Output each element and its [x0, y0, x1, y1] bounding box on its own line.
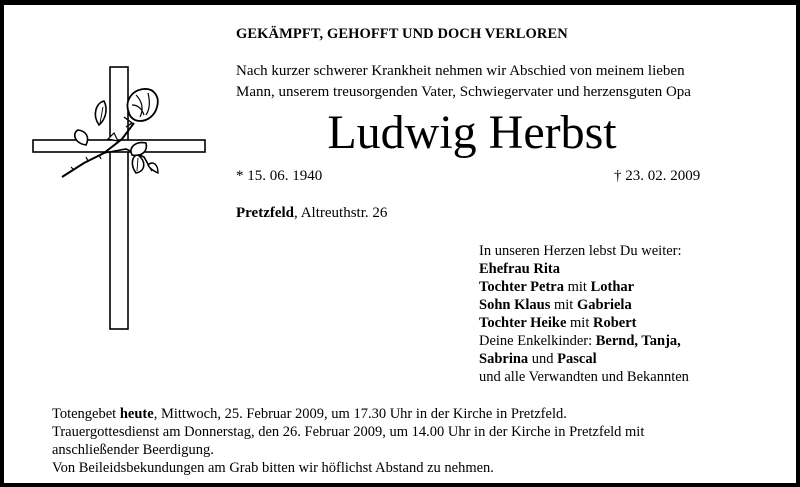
grandchildren-line — [479, 332, 689, 350]
address-street: , Altreuthstr. 26 — [294, 205, 388, 221]
emphasis: heute — [119, 406, 154, 422]
mourner-line — [479, 314, 689, 332]
birth-date: * 15. 06. 1940 — [236, 168, 323, 184]
connector: mit — [563, 279, 591, 295]
service-line: Von Beileidsbekundungen am Grab bitten wir höflichst Abstand zu nehmen. — [52, 460, 494, 476]
grandchild-name: Sabrina — [479, 351, 529, 367]
service-line: Trauergottesdienst am Donnerstag, den 26. Februar 2009, um 14.00 Uhr in der Kirche in Pretzfeld mit — [52, 424, 645, 440]
intro-line: Nach kurzer schwerer Krankheit nehmen wir Abschied von meinem lieben — [236, 63, 685, 79]
address — [236, 205, 387, 222]
grandchildren-names: Bernd, Tanja, — [595, 333, 681, 349]
intro-text — [236, 61, 691, 103]
grandchild-name: Pascal — [557, 351, 597, 367]
death-date: † 23. 02. 2009 — [614, 168, 701, 184]
deceased-name-container — [4, 105, 800, 161]
mourners-closing: und alle Verwandten und Bekannten — [479, 369, 689, 385]
mourner-name: Tochter Heike — [479, 315, 567, 331]
text: Totengebet — [52, 406, 120, 422]
service-info — [52, 405, 644, 477]
grandchildren-line — [479, 350, 689, 368]
mourner-line — [479, 296, 689, 314]
text: , Mittwoch, 25. Februar 2009, um 17.30 Uhr in der Kirche in Pretzfeld. — [153, 406, 567, 422]
connector: mit — [550, 297, 577, 313]
connector: und — [528, 351, 558, 367]
mourner-name: Lothar — [590, 279, 635, 295]
mourner-name: Gabriela — [576, 297, 632, 313]
address-town: Pretzfeld — [236, 205, 295, 221]
mourner-name: Tochter Petra — [479, 279, 564, 295]
deceased-name: Ludwig Herbst — [327, 106, 617, 159]
mourners-list — [479, 242, 689, 386]
connector: mit — [566, 315, 593, 331]
mourner-name: Sohn Klaus — [479, 297, 551, 313]
mourner-wife: Ehefrau Rita — [479, 261, 560, 277]
mourner-name: Robert — [593, 315, 637, 331]
grandchildren-label: Deine Enkelkinder: — [479, 333, 596, 349]
mourners-intro: In unseren Herzen lebst Du weiter: — [479, 243, 682, 259]
service-line: anschließender Beerdigung. — [52, 442, 214, 458]
intro-line: Mann, unserem treusorgenden Vater, Schwiegervater und herzensguten Opa — [236, 84, 691, 100]
mourner-line — [479, 278, 689, 296]
service-line — [52, 405, 644, 423]
cross-with-rose-icon — [4, 5, 244, 345]
headline: GEKÄMPFT, GEHOFFT UND DOCH VERLOREN — [236, 26, 568, 42]
